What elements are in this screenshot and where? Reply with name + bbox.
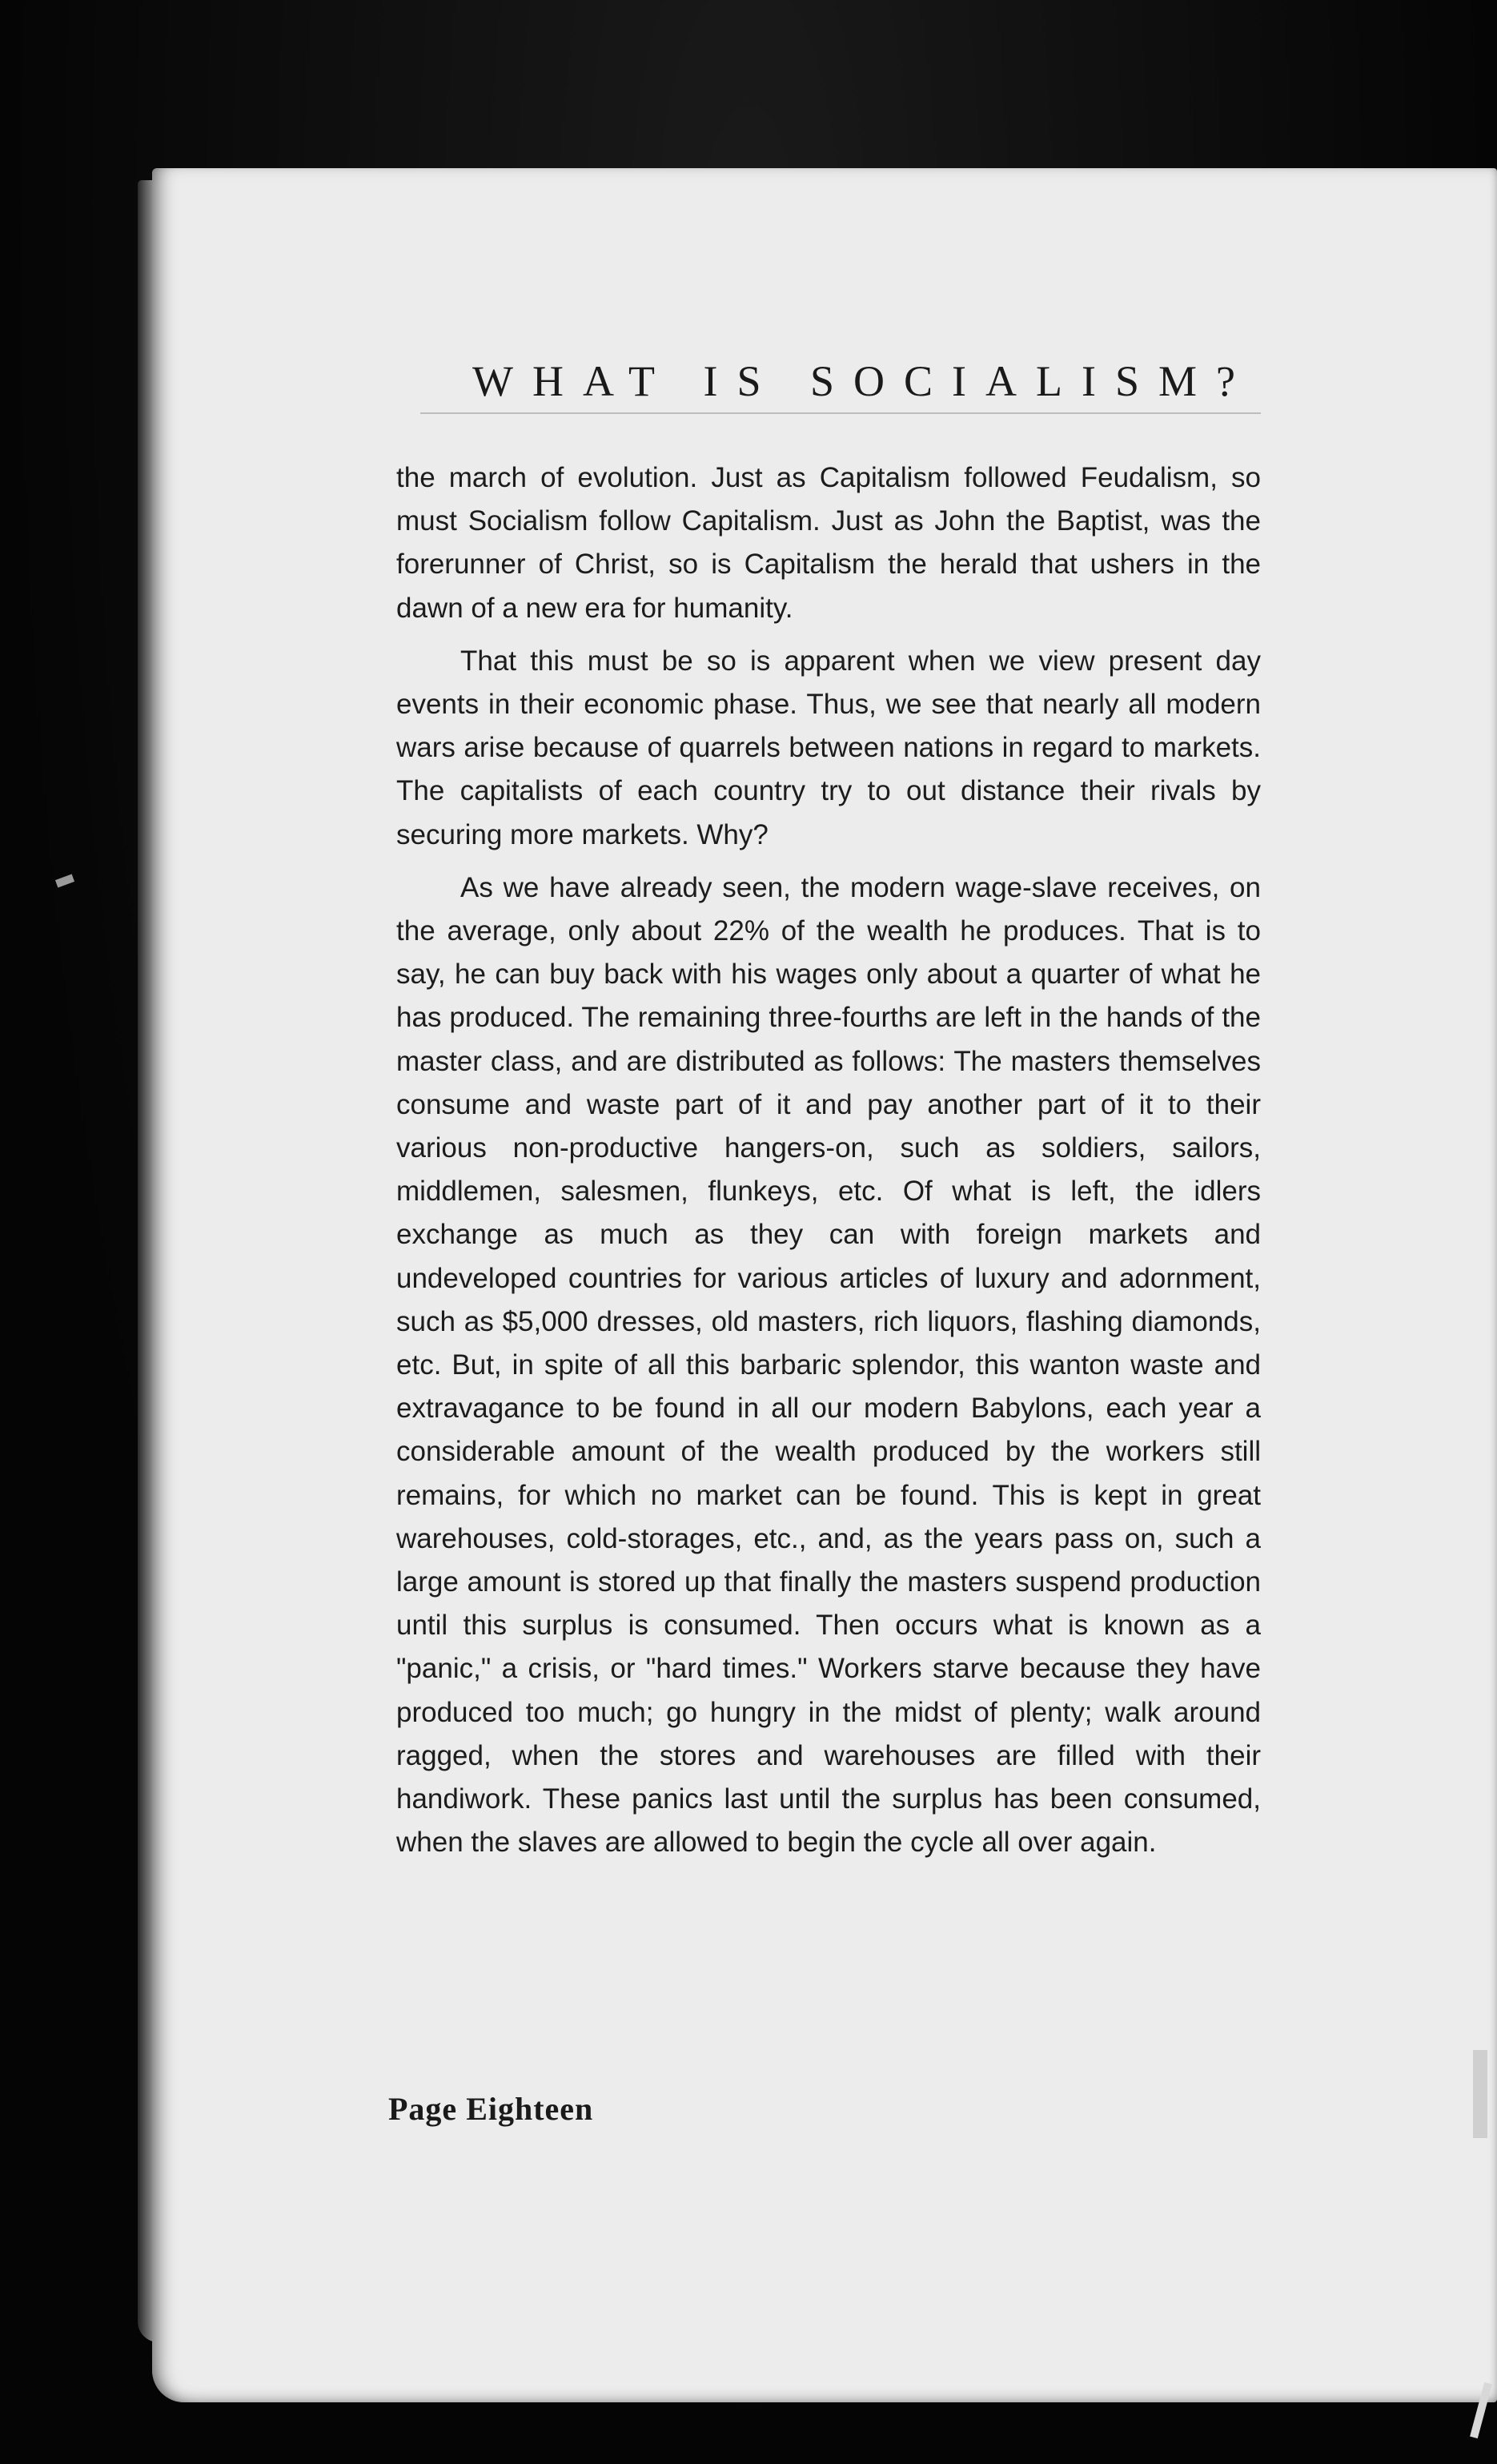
paragraph-3: As we have already seen, the modern wage-slave receives, on the average, only about 22% of the wealth he produces. That is to say, he can buy back with his wages only about a quarter of what he has produced. The remaining three-fourths are left in the hands of the master class, and are distributed as follows: The masters themselves consume and waste part of it and pay another part of it to their various non-productive hangers-on, such as soldiers, sailors, middlemen, salesmen, flunkeys, etc. Of what is left, the idlers exchange as much as they can with foreign markets and undeveloped countries for various articles of luxury and adornment, such as $5,000 dresses, old masters, rich liquors, flashing diamonds, etc. But, in spite of all this barbaric splendor, this wanton waste and extravagance to be found in all our modern Babylons, each year a considerable amount of the wealth produced by the workers still remains, for which no market can be found. This is kept in great warehouses, cold-storages, etc., and, as the years pass on, such a large amount is stored up that finally the masters suspend production until this surplus is consumed. Then occurs what is known as a "panic," a crisis, or "hard times." Workers starve because they have produced too much; go hungry in the midst of plenty; walk around ragged, when the stores and warehouses are filled with their handiwork. These panics last until the surplus has been consumed, when the slaves are allowed to begin the cycle all over again. [396,871,1261,1859]
paragraph-2: That this must be so is apparent when we view present day events in their economic phase. Thus, we see that nearly all modern wars arise because of quarrels between nations in regard to markets. The capitalists of each country try to out distance their rivals by securing more markets. Why? [396,645,1261,850]
heading-rule [420,412,1261,414]
paragraph-1: the march of evolution. Just as Capitalism followed Feudalism, so must Socialism follow Capitalism. Just as John the Baptist, was the forerunner of Christ, so is Capitalism the herald that ushers in the dawn of a new era for humanity. [396,462,1261,624]
page-number-footer: Page Eighteen [388,2091,594,2127]
body-text [396,456,1261,1875]
margin-mark [1473,2050,1487,2138]
page-heading: WHAT IS SOCIALISM? [472,357,1255,405]
